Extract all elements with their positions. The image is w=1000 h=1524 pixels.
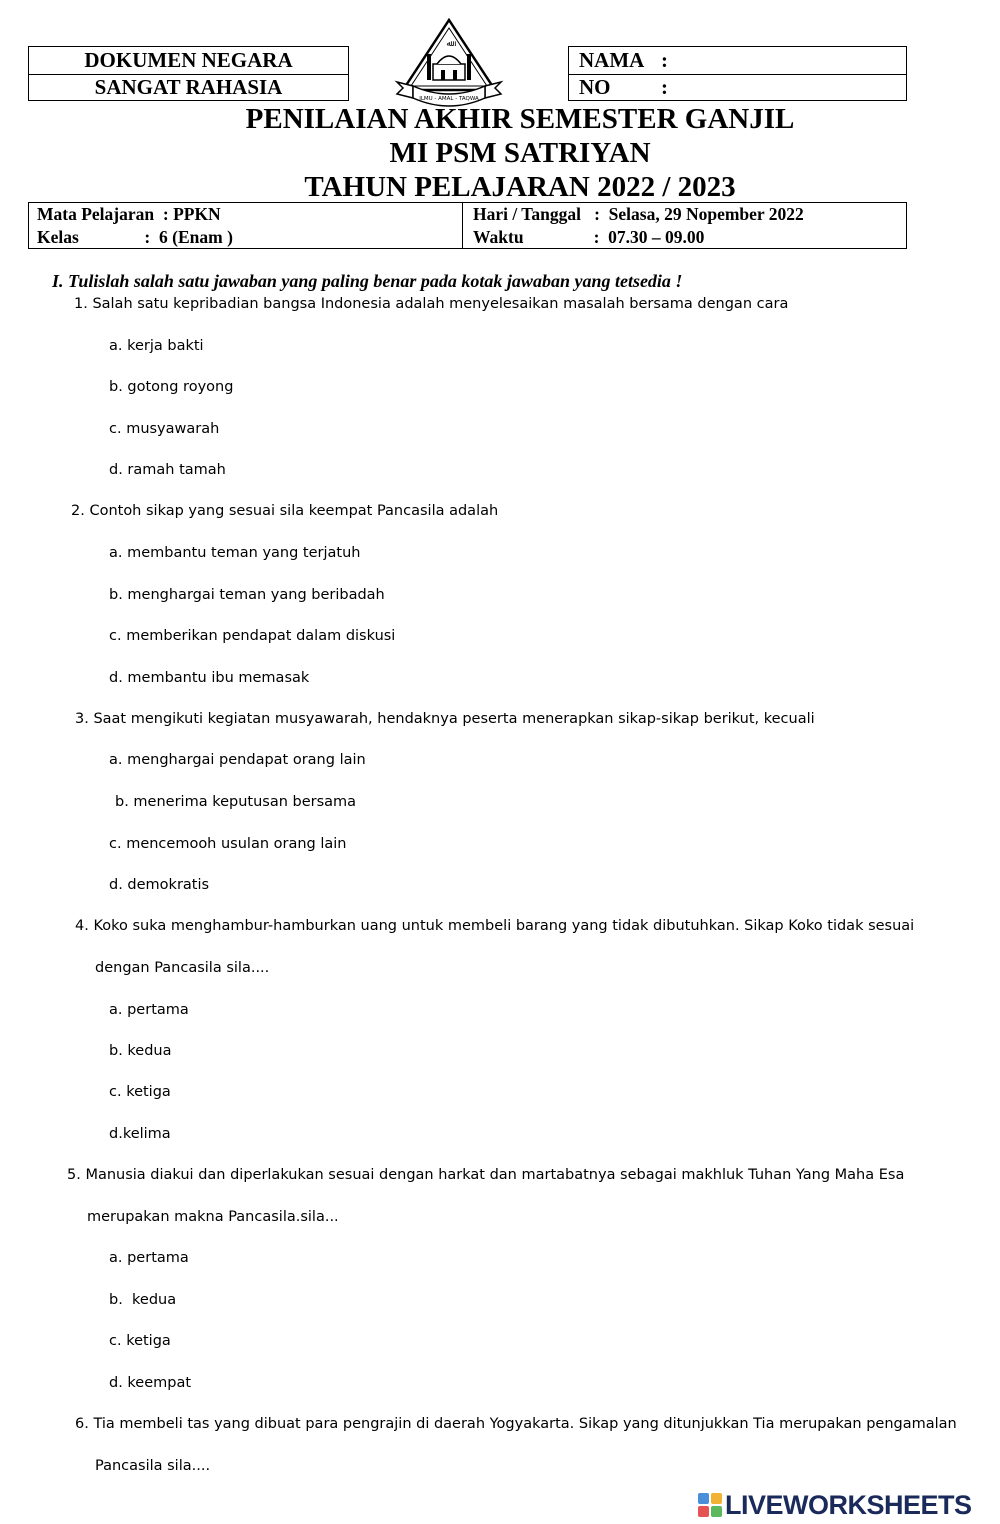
number-colon: : (661, 75, 668, 99)
q3-option-b[interactable]: b. menerima keputusan bersama (115, 794, 357, 810)
name-row[interactable] (569, 47, 906, 75)
classification-line-1: DOKUMEN NEGARA (29, 47, 348, 75)
q1-option-a[interactable]: a. kerja bakti (109, 338, 204, 354)
exam-title: PENILAIAN AKHIR SEMESTER GANJIL (245, 103, 795, 135)
question-4-continuation: dengan Pancasila sila.... (95, 960, 270, 976)
q5-option-d[interactable]: d. keempat (109, 1375, 192, 1391)
number-row[interactable] (569, 74, 906, 101)
svg-text:ﷲ: ﷲ (446, 39, 452, 48)
student-id-box (568, 46, 907, 101)
section-instruction: I. Tulislah salah satu jawaban yang paling benar pada kotak jawaban yang tetsedia ! (52, 271, 683, 291)
name-label: NAMA (579, 48, 645, 72)
question-1: 1. Salah satu kepribadian bangsa Indonesia adalah menyelesaikan masalah bersama dengan cara (74, 296, 789, 312)
q1-option-b[interactable]: b. gotong royong (109, 379, 234, 395)
q5-option-c[interactable]: c. ketiga (109, 1333, 171, 1349)
q3-option-a[interactable]: a. menghargai pendapat orang lain (109, 752, 366, 768)
question-4: 4. Koko suka menghambur-hamburkan uang untuk membeli barang yang tidak dibutuhkan. Sikap Koko tidak sesuai (75, 918, 915, 934)
question-6-continuation: Pancasila sila.... (95, 1458, 211, 1474)
q3-option-c[interactable]: c. mencemooh usulan orang lain (109, 836, 347, 852)
svg-text:ILMU - AMAL - TAQWA: ILMU - AMAL - TAQWA (419, 96, 479, 102)
liveworksheets-logo-icon (698, 1493, 722, 1517)
q5-option-b[interactable]: b. kedua (109, 1292, 177, 1308)
q3-option-d[interactable]: d. demokratis (109, 877, 210, 893)
q4-option-c[interactable]: c. ketiga (109, 1084, 171, 1100)
classification-line-2: SANGAT RAHASIA (94, 75, 283, 99)
info-divider (462, 203, 463, 248)
q2-option-c[interactable]: c. memberikan pendapat dalam diskusi (109, 628, 396, 644)
exam-info-table (28, 202, 907, 249)
document-classification-box (28, 46, 349, 101)
day-date-info: Hari / Tanggal : Selasa, 29 Nopember 2022 (473, 204, 804, 224)
q4-option-a[interactable]: a. pertama (109, 1002, 189, 1018)
school-name: MI PSM SATRIYAN (389, 137, 651, 169)
question-5: 5. Manusia diakui dan diperlakukan sesuai dengan harkat dan martabatnya sebagai makhluk Tuhan Yang Maha Esa (67, 1167, 905, 1183)
q2-option-b[interactable]: b. menghargai teman yang beribadah (109, 587, 385, 603)
q5-option-a[interactable]: a. pertama (109, 1250, 189, 1266)
name-colon: : (661, 48, 668, 72)
number-label: NO (579, 75, 611, 99)
question-2: 2. Contoh sikap yang sesuai sila keempat Pancasila adalah (71, 503, 499, 519)
liveworksheets-watermark (698, 1490, 972, 1520)
q1-option-c[interactable]: c. musyawarah (109, 421, 220, 437)
q2-option-a[interactable]: a. membantu teman yang terjatuh (109, 545, 361, 561)
class-info: Kelas : 6 (Enam ) (37, 227, 233, 247)
subject-info: Mata Pelajaran : PPKN (37, 204, 221, 224)
question-3: 3. Saat mengikuti kegiatan musyawarah, hendaknya peserta menerapkan sikap-sikap berikut, kecuali (75, 711, 815, 727)
school-logo-icon (393, 16, 505, 108)
q2-option-d[interactable]: d. membantu ibu memasak (109, 670, 310, 686)
time-info: Waktu : 07.30 – 09.00 (473, 227, 705, 247)
question-5-continuation: merupakan makna Pancasila.sila... (87, 1209, 339, 1225)
question-6: 6. Tia membeli tas yang dibuat para pengrajin di daerah Yogyakarta. Sikap yang ditunjukkan Tia merupakan pengamalan (75, 1416, 957, 1432)
liveworksheets-text: LIVEWORKSHEETS (725, 1489, 972, 1520)
q1-option-d[interactable]: d. ramah tamah (109, 462, 226, 478)
q4-option-b[interactable]: b. kedua (109, 1043, 172, 1059)
academic-year: TAHUN PELAJARAN 2022 / 2023 (304, 171, 736, 203)
q4-option-d[interactable]: d.kelima (109, 1126, 171, 1142)
